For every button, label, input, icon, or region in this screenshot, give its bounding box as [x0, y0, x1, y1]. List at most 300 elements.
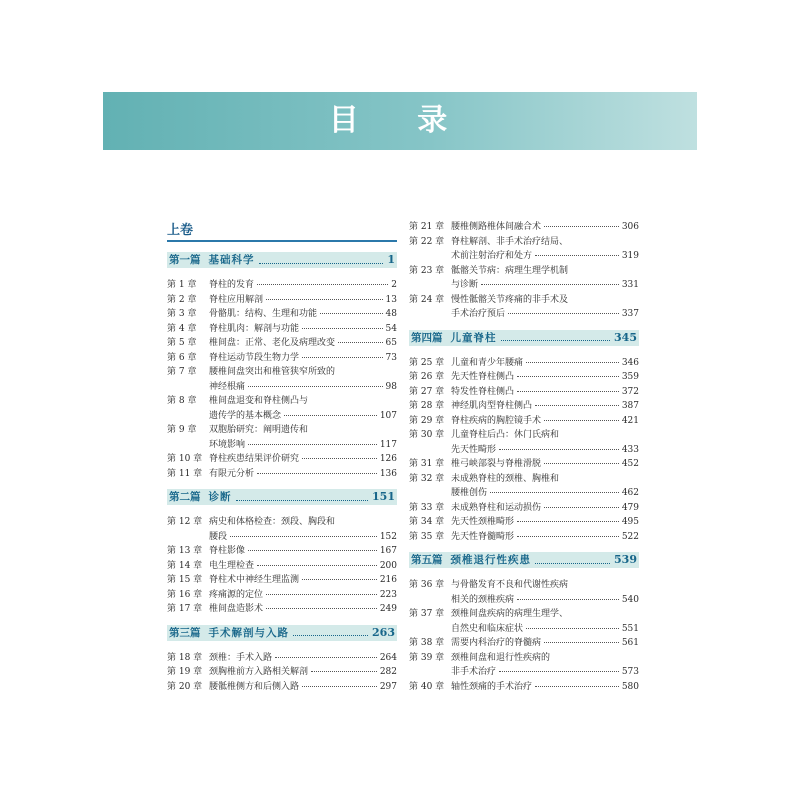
chapter-body — [209, 336, 397, 351]
chapter-number: 第 40 章 — [409, 681, 445, 692]
toc-chapter-entry — [409, 651, 639, 680]
chapter-title: 脊柱疾病的胸腔镜手术 — [451, 415, 542, 426]
chapter-number: 第 30 章 — [409, 430, 445, 440]
chapter-title: 脊柱术中神经生理监测 — [209, 575, 300, 585]
chapter-body — [209, 394, 397, 423]
chapter-number: 第 14 章 — [167, 560, 203, 571]
dot-leader — [266, 594, 377, 595]
dot-leader — [230, 536, 377, 537]
chapter-title: 脊柱的发育 — [209, 280, 255, 290]
chapter-number: 第 17 章 — [167, 604, 203, 614]
chapter-title: 椎间盘：正常、老化及病理改变 — [209, 338, 336, 348]
chapter-title: 病史和体格检查：颈段、胸段和 — [209, 517, 336, 527]
left-parts — [167, 252, 397, 694]
chapter-page-number: 216 — [379, 575, 397, 585]
chapter-body — [451, 370, 639, 385]
chapter-title: 相关的颈椎疾病 — [451, 594, 515, 605]
chapter-title-line — [451, 501, 639, 516]
chapter-title: 疼痛源的定位 — [209, 589, 264, 600]
toc-chapter-entry — [167, 423, 397, 452]
chapter-number: 第 13 章 — [167, 546, 203, 556]
chapter-page-number: 561 — [621, 638, 639, 648]
toc-chapter-entry — [167, 602, 397, 617]
part-name: 基础科学 — [208, 254, 255, 266]
dot-leader — [302, 579, 377, 580]
chapter-body — [209, 588, 397, 603]
chapter-title-line — [209, 423, 397, 438]
chapter-title: 先天性脊髓畸形 — [451, 531, 515, 542]
dot-leader — [257, 473, 377, 474]
chapter-title-line — [451, 264, 639, 279]
chapter-page-number: 98 — [385, 381, 397, 392]
dot-leader — [517, 376, 619, 377]
chapter-title-line — [209, 680, 397, 695]
chapter-page-number: 372 — [621, 386, 639, 397]
chapter-page-number: 387 — [621, 401, 639, 411]
chapter-number: 第 20 章 — [167, 681, 203, 692]
page-title: 目 录 — [328, 103, 472, 138]
chapter-title-line — [451, 399, 639, 414]
toc-chapter-entry — [409, 530, 639, 545]
chapter-number: 第 25 章 — [409, 357, 445, 368]
right-parts — [409, 330, 639, 695]
chapter-number: 第 12 章 — [167, 517, 203, 527]
part-page-number: 345 — [614, 330, 637, 344]
chapter-title: 双胞胎研究：阐明遗传和 — [209, 425, 309, 435]
chapter-number: 第 7 章 — [167, 367, 197, 377]
chapter-body — [451, 530, 639, 545]
toc-chapter-entry — [167, 336, 397, 351]
toc-chapter-entry — [167, 651, 397, 666]
chapter-title-line — [209, 380, 397, 395]
chapter-number: 第 4 章 — [167, 323, 197, 334]
toc-chapter-entry — [409, 457, 639, 472]
chapter-title-line — [451, 235, 639, 250]
toc-chapter-entry — [167, 293, 397, 308]
chapter-title: 腰椎间盘突出和椎管狭窄所致的 — [209, 367, 336, 377]
toc-part-section — [167, 489, 397, 617]
chapter-title-line — [451, 356, 639, 371]
chapter-title-line — [209, 322, 397, 337]
chapter-title: 环境影响 — [209, 439, 246, 450]
chapter-body — [451, 515, 639, 530]
chapter-title: 颈椎间盘疾病的病理生理学、 — [451, 609, 569, 619]
dot-leader — [257, 284, 388, 285]
part-heading — [167, 489, 397, 505]
chapter-title: 腰椎侧路椎体间融合术 — [451, 222, 542, 232]
chapter-page-number: 126 — [379, 454, 397, 464]
chapter-body — [209, 559, 397, 574]
chapter-title: 慢性骶髂关节疼痛的非手术及 — [451, 294, 569, 305]
chapter-title-line — [209, 394, 397, 409]
chapter-number: 第 31 章 — [409, 459, 445, 469]
chapter-number: 第 38 章 — [409, 638, 445, 648]
chapter-body — [451, 578, 639, 607]
chapter-number: 第 32 章 — [409, 473, 445, 484]
chapter-title: 骶髂关节病：病理生理学机制 — [451, 265, 569, 276]
toc-chapter-entry — [167, 394, 397, 423]
chapter-title: 骨骼肌：结构、生理和功能 — [209, 309, 318, 319]
toc-chapter-entry — [167, 322, 397, 337]
chapter-page-number: 551 — [621, 623, 639, 634]
chapter-title-line — [209, 588, 397, 603]
chapter-number: 第 33 章 — [409, 502, 445, 513]
chapter-title: 轴性颈痛的手术治疗 — [451, 681, 533, 692]
chapter-body — [209, 680, 397, 695]
chapter-title: 神经根痛 — [209, 381, 246, 392]
chapter-title-line — [209, 573, 397, 588]
part-heading — [167, 252, 397, 268]
dot-leader — [293, 635, 368, 636]
dot-leader — [302, 357, 383, 358]
dot-leader — [535, 255, 619, 256]
chapter-page-number: 54 — [385, 323, 397, 334]
dot-leader — [311, 671, 377, 672]
chapter-body — [451, 651, 639, 680]
part-name: 颈椎退行性疾患 — [450, 554, 531, 566]
chapter-title-line — [451, 428, 639, 443]
chapter-number: 第 11 章 — [167, 468, 203, 479]
chapter-number: 第 6 章 — [167, 352, 197, 363]
toc-chapter-entry — [167, 351, 397, 366]
chapter-number: 第 27 章 — [409, 386, 445, 397]
chapter-body — [451, 235, 639, 264]
chapter-title-line — [451, 278, 639, 293]
chapter-body — [209, 467, 397, 482]
chapter-page-number: 152 — [379, 531, 397, 542]
chapter-title: 与诊断 — [451, 280, 479, 290]
chapter-body — [451, 414, 639, 429]
chapter-title: 术前注射治疗和处方 — [451, 251, 533, 261]
chapter-body — [209, 351, 397, 366]
chapter-number: 第 5 章 — [167, 338, 197, 348]
chapter-page-number: 167 — [379, 546, 397, 556]
chapter-title-line — [451, 307, 639, 322]
chapter-number: 第 36 章 — [409, 580, 445, 590]
chapter-title: 非手术治疗 — [451, 667, 497, 677]
chapter-number: 第 37 章 — [409, 609, 445, 619]
chapter-title-line — [209, 438, 397, 453]
toc-right-column — [409, 220, 639, 694]
toc-chapter-entry — [409, 515, 639, 530]
toc-chapter-entry — [409, 385, 639, 400]
toc-chapter-entry — [167, 452, 397, 467]
toc-chapter-entry — [167, 544, 397, 559]
chapter-number: 第 16 章 — [167, 589, 203, 600]
chapter-page-number: 540 — [621, 594, 639, 605]
chapter-page-number: 249 — [379, 604, 397, 614]
chapter-number: 第 23 章 — [409, 265, 445, 276]
chapter-page-number: 319 — [621, 251, 639, 261]
toc-chapter-entry — [409, 399, 639, 414]
chapter-page-number: 433 — [621, 444, 639, 455]
part-heading — [409, 552, 639, 568]
part-page-number: 263 — [372, 625, 395, 639]
chapter-page-number: 452 — [621, 459, 639, 469]
toc-chapter-entry — [167, 467, 397, 482]
chapter-page-number: 282 — [379, 667, 397, 677]
chapter-title: 手术治疗预后 — [451, 309, 506, 319]
chapter-body — [451, 472, 639, 501]
chapter-number: 第 15 章 — [167, 575, 203, 585]
chapter-page-number: 573 — [621, 667, 639, 677]
chapter-title: 先天性畸形 — [451, 444, 497, 455]
chapter-title-line — [209, 665, 397, 680]
chapter-title: 椎弓峡部裂与脊椎滑脱 — [451, 459, 542, 469]
dot-leader — [508, 313, 619, 314]
toc-chapter-entry — [409, 680, 639, 695]
toc-chapter-entry — [409, 293, 639, 322]
chapter-body — [209, 665, 397, 680]
chapter-title-line — [451, 443, 639, 458]
chapter-body — [209, 307, 397, 322]
chapter-page-number: 136 — [379, 468, 397, 479]
chapter-title-line — [451, 680, 639, 695]
chapter-number: 第 35 章 — [409, 531, 445, 542]
chapter-body — [209, 365, 397, 394]
chapter-title-line — [209, 530, 397, 545]
toc-chapter-entry — [409, 636, 639, 651]
chapter-title-line — [209, 559, 397, 574]
chapter-title: 儿童脊柱后凸：休门氏病和 — [451, 430, 560, 440]
dot-leader — [236, 500, 369, 501]
toc-part-section — [409, 552, 639, 694]
chapter-title-line — [209, 365, 397, 380]
chapter-title: 先天性脊柱侧凸 — [451, 372, 515, 382]
chapter-title: 椎间盘退变和脊柱侧凸与 — [209, 396, 309, 406]
toc-chapter-entry — [167, 515, 397, 544]
chapter-title: 先天性颈椎畸形 — [451, 517, 515, 527]
chapter-title: 有限元分析 — [209, 468, 255, 479]
chapter-title: 颈胸椎前方入路相关解剖 — [209, 667, 309, 677]
chapter-number: 第 22 章 — [409, 236, 445, 247]
chapter-body — [209, 544, 397, 559]
chapter-title: 腰骶椎侧方和后侧入路 — [209, 681, 300, 692]
chapter-title-line — [209, 278, 397, 293]
chapter-body — [451, 636, 639, 651]
chapter-body — [451, 264, 639, 293]
chapter-body — [209, 423, 397, 452]
dot-leader — [490, 492, 619, 493]
chapter-body — [209, 602, 397, 617]
chapter-page-number: 580 — [621, 681, 639, 692]
chapter-number: 第 34 章 — [409, 517, 445, 527]
toc-chapter-entry — [409, 370, 639, 385]
part-label: 第三篇 — [169, 626, 201, 639]
chapter-title-line — [451, 293, 639, 308]
dot-leader — [535, 686, 619, 687]
chapter-body — [209, 452, 397, 467]
chapter-title-line — [451, 578, 639, 593]
chapter-title-line — [209, 544, 397, 559]
chapter-page-number: 522 — [621, 531, 639, 542]
part-name: 手术解剖与入路 — [208, 626, 289, 639]
chapter-body — [451, 607, 639, 636]
chapter-body — [209, 322, 397, 337]
dot-leader — [338, 342, 383, 343]
chapter-body — [451, 356, 639, 371]
chapter-title: 自然史和临床症状 — [451, 623, 524, 634]
toc-chapter-entry — [409, 264, 639, 293]
chapter-page-number: 359 — [621, 372, 639, 382]
chapter-number: 第 19 章 — [167, 667, 203, 677]
toc-chapter-entry — [409, 220, 639, 235]
chapter-body — [209, 515, 397, 544]
dot-leader — [266, 299, 383, 300]
chapter-page-number: 73 — [385, 352, 397, 363]
chapter-number: 第 28 章 — [409, 401, 445, 411]
chapter-title-line — [451, 385, 639, 400]
chapter-title: 神经肌肉型脊柱侧凸 — [451, 401, 533, 411]
dot-leader — [517, 521, 619, 522]
part-label: 第五篇 — [411, 554, 443, 566]
toc-chapter-entry — [167, 573, 397, 588]
dot-leader — [526, 362, 619, 363]
chapter-title-line — [451, 457, 639, 472]
chapter-title-line — [451, 249, 639, 264]
chapter-title-line — [209, 351, 397, 366]
dot-leader — [499, 671, 619, 672]
chapter-page-number: 462 — [621, 488, 639, 498]
dot-leader — [499, 449, 619, 450]
chapter-body — [451, 399, 639, 414]
chapter-number: 第 24 章 — [409, 294, 445, 305]
chapter-title: 需要内科治疗的脊髓病 — [451, 638, 542, 648]
toc-left-column — [167, 222, 397, 694]
dot-leader — [517, 599, 619, 600]
toc-chapter-entry — [409, 501, 639, 516]
dot-leader — [302, 686, 377, 687]
dot-leader — [535, 563, 610, 564]
chapter-body — [451, 457, 639, 472]
chapter-title: 未成熟脊柱的颈椎、胸椎和 — [451, 473, 560, 484]
toc-chapter-entry — [409, 235, 639, 264]
chapter-number: 第 8 章 — [167, 396, 197, 406]
chapter-page-number: 65 — [385, 338, 397, 348]
toc-chapter-entry — [409, 356, 639, 371]
chapter-number: 第 2 章 — [167, 294, 197, 305]
part-label: 第二篇 — [169, 491, 201, 503]
chapter-title-line — [451, 593, 639, 608]
chapter-title-line — [209, 293, 397, 308]
dot-leader — [517, 536, 619, 537]
dot-leader — [248, 550, 377, 551]
chapter-body — [209, 278, 397, 293]
chapter-title-line — [451, 515, 639, 530]
chapter-title-line — [451, 472, 639, 487]
dot-leader — [248, 444, 377, 445]
toc-chapter-entry — [409, 607, 639, 636]
chapter-title: 颈椎间盘和退行性疾病的 — [451, 652, 551, 663]
chapter-number: 第 10 章 — [167, 454, 203, 464]
chapter-page-number: 331 — [621, 280, 639, 290]
chapter-title: 儿童和青少年腰痛 — [451, 357, 524, 368]
chapter-body — [451, 428, 639, 457]
chapter-number: 第 9 章 — [167, 425, 197, 435]
chapter-title: 颈椎：手术入路 — [209, 652, 273, 663]
chapter-page-number: 2 — [391, 280, 397, 290]
chapter-page-number: 495 — [621, 517, 639, 527]
toc-chapter-entry — [167, 680, 397, 695]
dot-leader — [302, 328, 383, 329]
dot-leader — [501, 340, 611, 341]
chapter-title: 与骨骼发育不良和代谢性疾病 — [451, 580, 569, 590]
chapter-number: 第 18 章 — [167, 652, 203, 663]
toc-chapter-entry — [167, 588, 397, 603]
chapter-title-line — [209, 409, 397, 424]
part-page-number: 1 — [387, 253, 395, 266]
chapter-title-line — [209, 602, 397, 617]
chapter-title: 脊柱肌肉：解剖与功能 — [209, 323, 300, 334]
toc-chapter-entry — [167, 278, 397, 293]
chapter-title-line — [451, 370, 639, 385]
chapter-title: 遗传学的基本概念 — [209, 410, 282, 421]
chapter-title-line — [451, 486, 639, 501]
chapter-body — [451, 501, 639, 516]
dot-leader — [544, 507, 619, 508]
toc-chapter-entry — [409, 578, 639, 607]
chapter-page-number: 346 — [621, 357, 639, 368]
dot-leader — [517, 391, 619, 392]
chapter-number: 第 39 章 — [409, 652, 445, 663]
chapter-body — [451, 680, 639, 695]
toc-chapter-entry — [167, 559, 397, 574]
chapter-page-number: 48 — [385, 309, 397, 319]
chapter-page-number: 306 — [621, 222, 639, 232]
chapter-page-number: 297 — [379, 681, 397, 692]
chapter-title-line — [209, 651, 397, 666]
part-name: 诊断 — [208, 491, 232, 503]
toc-chapter-entry — [167, 665, 397, 680]
chapter-number: 第 1 章 — [167, 280, 197, 290]
chapter-page-number: 479 — [621, 502, 639, 513]
dot-leader — [248, 386, 383, 387]
chapter-body — [451, 293, 639, 322]
chapter-title-line — [451, 530, 639, 545]
chapter-title: 腰段 — [209, 531, 228, 542]
chapter-title: 椎间盘造影术 — [209, 604, 264, 614]
dot-leader — [257, 565, 377, 566]
toc-chapter-entry — [409, 428, 639, 457]
chapter-title: 腰椎创伤 — [451, 488, 488, 498]
dot-leader — [535, 405, 619, 406]
chapter-page-number: 107 — [379, 410, 397, 421]
toc-chapter-entry — [409, 472, 639, 501]
chapter-title-line — [209, 467, 397, 482]
chapter-body — [451, 220, 639, 235]
chapter-title-line — [451, 651, 639, 666]
toc-part-section — [409, 330, 639, 545]
chapter-title: 未成熟脊柱和运动损伤 — [451, 502, 542, 513]
volume-heading: 上卷 — [167, 222, 397, 242]
chapter-title-line — [451, 414, 639, 429]
part-heading — [409, 330, 639, 346]
chapter-number: 第 21 章 — [409, 222, 445, 232]
dot-leader — [275, 657, 377, 658]
dot-leader — [544, 463, 619, 464]
chapter-page-number: 200 — [379, 560, 397, 571]
chapter-page-number: 264 — [379, 652, 397, 663]
chapter-page-number: 223 — [379, 589, 397, 600]
toc-part-section — [167, 252, 397, 481]
chapter-title-line — [209, 452, 397, 467]
dot-leader — [481, 284, 619, 285]
part-label: 第一篇 — [169, 254, 201, 266]
chapter-title: 脊柱疾患结果评价研究 — [209, 454, 300, 464]
chapter-page-number: 421 — [621, 415, 639, 426]
chapter-page-number: 337 — [621, 309, 639, 319]
toc-part-section — [167, 625, 397, 695]
